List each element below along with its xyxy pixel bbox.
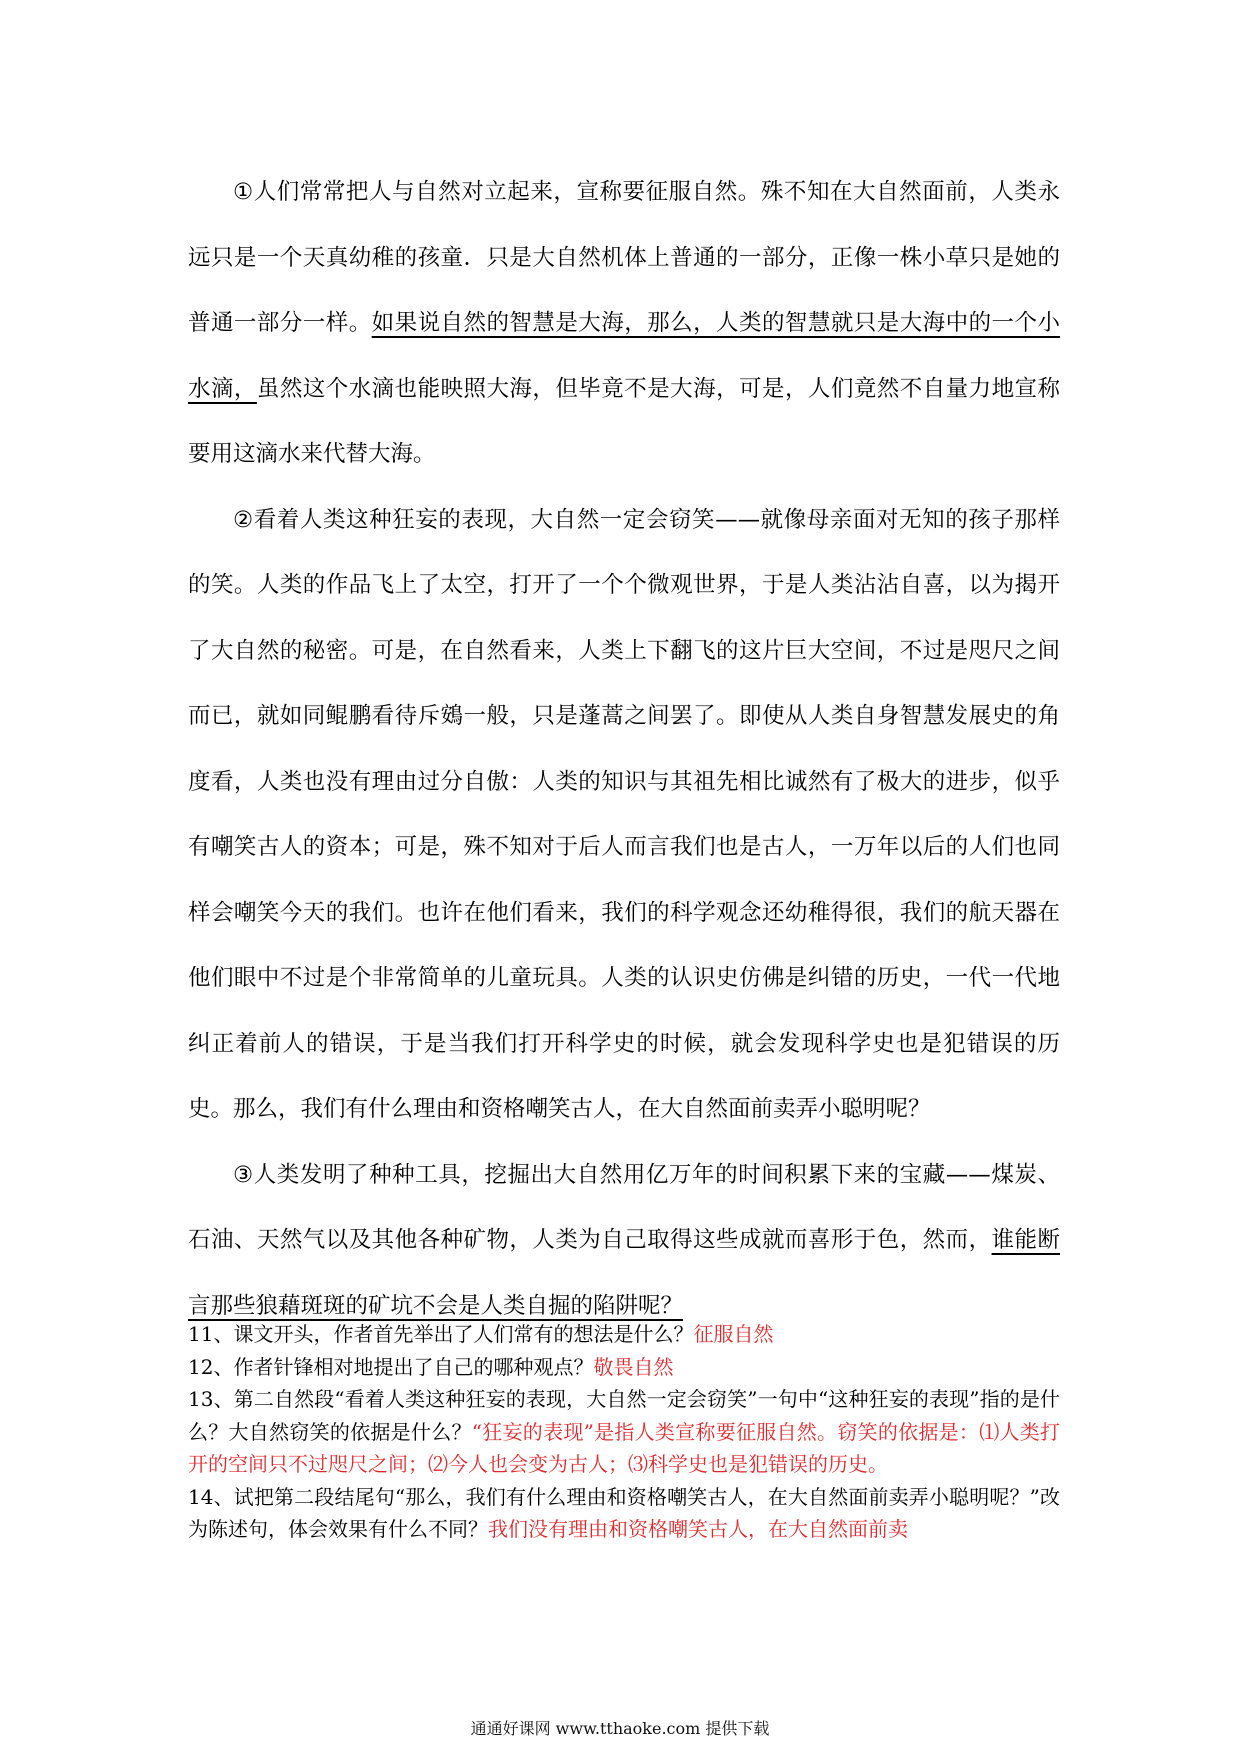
question-12 — [188, 1351, 1060, 1384]
page-footer: 通通好课网 www.tthaoke.com 提供下载 — [470, 1719, 770, 1738]
question-text: 12、作者针锋相对地提出了自己的哪种观点？ — [188, 1354, 594, 1379]
answer-text: “狂妄的表现”是指人类宣称要征服自然。窃笑的依据是：⑴人类打开的空间只不过咫尺之间；⑵今人也会变为古人；⑶科学史也是犯错误的历史。 — [188, 1419, 1061, 1476]
paragraph-3-text: ③人类发明了种种工具，挖掘出大自然用亿万年的时间积累下来的宝藏——煤炭、石油、天然气以及其他各种矿物，人类为自己取得这些成就而喜形于色，然而， — [188, 1161, 1060, 1253]
answer-text: 我们没有理由和资格嘲笑古人，在大自然面前卖 — [488, 1517, 908, 1541]
question-14 — [188, 1481, 1060, 1546]
question-11 — [188, 1318, 1060, 1351]
reading-passage — [188, 160, 1060, 1339]
answer-text: 征服自然 — [693, 1322, 774, 1346]
answer-text: 敬畏自然 — [593, 1354, 674, 1379]
question-text: 14、试把第二段结尾句“那么，我们有什么理由和资格嘲笑古人，在大自然面前卖弄小聪明呢？”改为陈述句，体会效果有什么不同？ — [188, 1484, 1060, 1541]
paragraph-1-text-end: 虽然这个水滴也能映照大海，但毕竟不是大海，可是，人们竟然不自量力地宣称要用这滴水来代替大海。 — [188, 375, 1060, 467]
paragraph-3-underlined-sentence: 谁能断言那些狼藉斑斑的矿坑不会是人类自掘的陷阱呢？ — [188, 1227, 1060, 1319]
question-text: 11、课文开头，作者首先举出了人们常有的想法是什么？ — [188, 1322, 694, 1346]
paragraph-3 — [188, 1143, 1060, 1340]
paragraph-1 — [188, 160, 1060, 488]
paragraph-1-underlined-sentence: 如果说自然的智慧是大海，那么，人类的智慧就只是大海中的一个小水滴， — [188, 310, 1060, 402]
question-text: 13、第二自然段“看着人类这种狂妄的表现，大自然一定会窃笑”一句中“这种狂妄的表现”指的是什么？大自然窃笑的依据是什么？ — [188, 1387, 1060, 1444]
paragraph-2: ②看着人类这种狂妄的表现，大自然一定会窃笑——就像母亲面对无知的孩子那样的笑。人类的作品飞上了太空，打开了一个个微观世界，于是人类沾沾自喜，以为揭开了大自然的秘密。可是，在自然看来，人类上下翻飞的这片巨大空间，不过是咫尺之间而已，就如同鲲鹏看待斥鴳一般，只是蓬蒿之间罢了。即使从人类自身智慧发展史的角度看，人类也没有理由过分自傲：人类的知识与其祖先相比诚然有了极大的进步，似乎有嘲笑古人的资本；可是，殊不知对于后人而言我们也是古人，一万年以后的人们也同样会嘲笑今天的我们。也许在他们看来，我们的科学观念还幼稚得很，我们的航天器在他们眼中不过是个非常简单的儿童玩具。人类的认识史仿佛是纠错的历史，一代一代地纠正着前人的错误，于是当我们打开科学史的时候，就会发现科学史也是犯错误的历史。那么，我们有什么理由和资格嘲笑古人，在大自然面前卖弄小聪明呢？ — [188, 506, 1060, 1122]
paragraph-1-text: ①人们常常把人与自然对立起来，宣称要征服自然。殊不知在大自然面前，人类永远只是一个天真幼稚的孩童．只是大自然机体上普通的一部分，正像一株小草只是她的普通一部分一样。 — [188, 179, 1060, 336]
question-13 — [188, 1383, 1060, 1481]
question-list — [188, 1318, 1060, 1546]
